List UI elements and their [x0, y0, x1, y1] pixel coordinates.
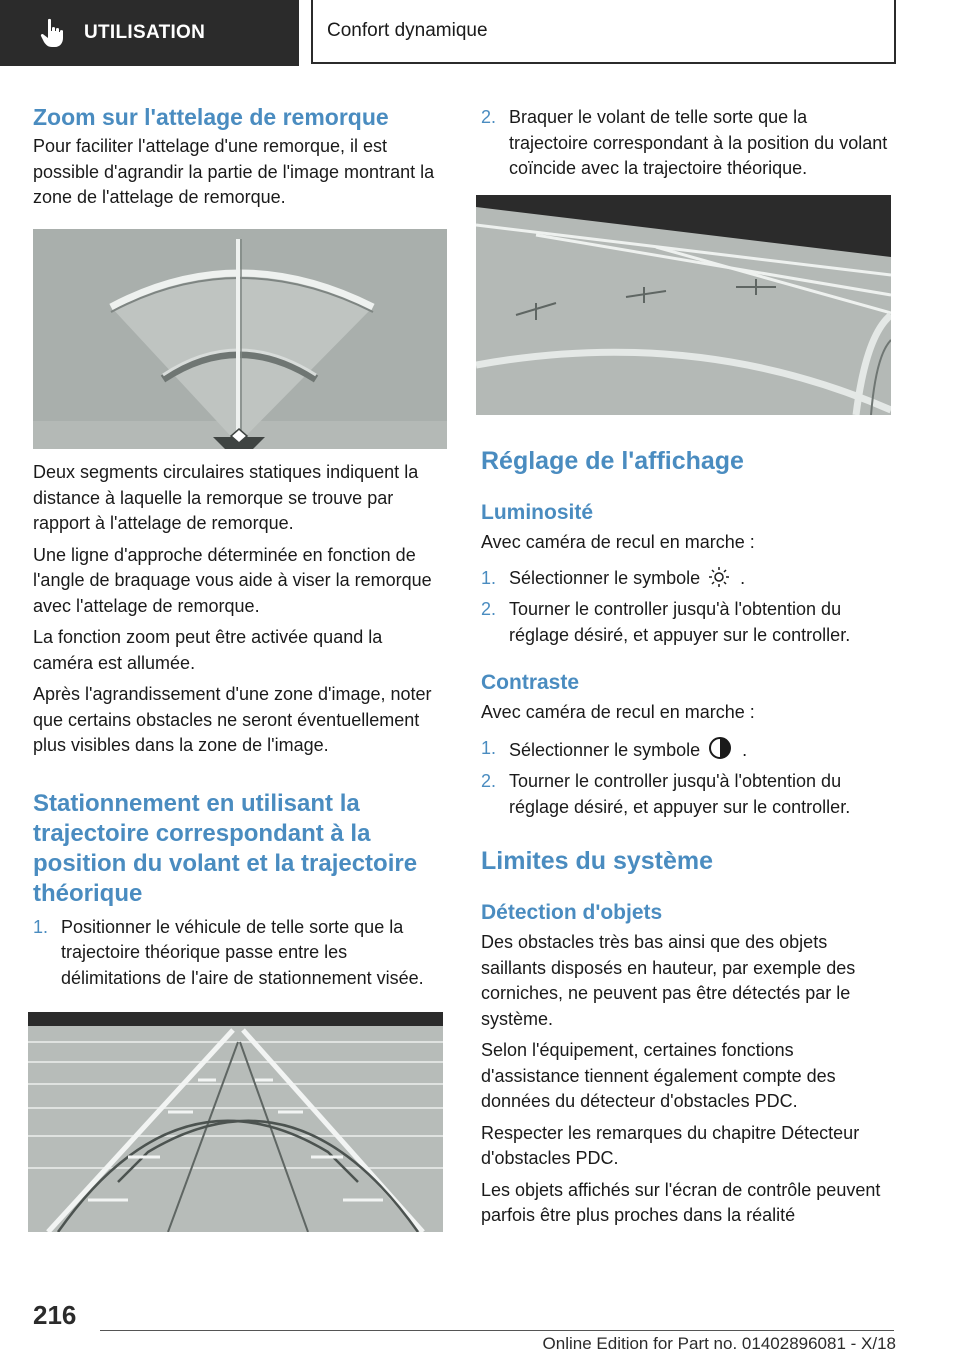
zoom-section-title: Zoom sur l'attelage de remorque	[33, 104, 389, 130]
parking-steps-list	[33, 915, 447, 992]
contrast-title: Contraste	[481, 671, 580, 694]
step-number: 1.	[481, 567, 497, 588]
step-text: Sélectionner le symbole	[509, 567, 701, 588]
header-section-tab	[0, 0, 299, 66]
step-number: 1.	[481, 737, 497, 758]
step-text-end: .	[740, 567, 746, 588]
detection-paragraph-4: Les objets affichés sur l'écran de contrôle peuvent parfois être plus proches dans la réalité	[481, 1179, 881, 1225]
left-column-body	[33, 460, 447, 991]
segments-paragraph: Deux segments circulaires statiques indiquent la distance à laquelle la remorque se trouve par rapport à l'attelage de remorque.	[33, 462, 419, 533]
header-chapter-title: Confort dynamique	[327, 20, 488, 41]
detection-paragraph-3: Respecter les remarques du chapitre Détecteur d'obstacles PDC.	[481, 1122, 860, 1168]
zoom-warning-paragraph: Après l'agrandissement d'une zone d'image, noter que certains obstacles ne seront éventuellement plus visibles dans la zone de l'image.	[33, 684, 432, 755]
zoom-hitch-figure	[33, 229, 447, 449]
brightness-step-2	[481, 597, 891, 648]
detection-paragraph-2: Selon l'équipement, certaines fonctions d'assistance tiennent également compte des données du détecteur d'obstacles PDC.	[481, 1040, 836, 1111]
parking-step-2	[481, 105, 891, 182]
right-column-body	[481, 446, 891, 1229]
zoom-hitch-illustration	[33, 229, 447, 449]
step-text: Positionner le véhicule de telle sorte que la trajectoire théorique passe entre les délimitations de l'aire de stationnement visée.	[61, 916, 424, 988]
parking-steps-list-continued	[481, 105, 891, 182]
brightness-sun-icon	[708, 566, 730, 588]
step-number: 2.	[481, 107, 497, 127]
header-chapter-box	[311, 0, 896, 64]
parking-step-1	[33, 915, 447, 992]
zoom-activation-paragraph: La fonction zoom peut être activée quand la caméra est allumée.	[33, 627, 383, 673]
zoom-intro-paragraph: Pour faciliter l'attelage d'une remorque, il est possible d'agrandir la partie de l'image montrant la zone de l'attelage de remorque.	[33, 136, 435, 207]
step-number: 2.	[481, 599, 497, 619]
step-text: Tourner le controller jusqu'à l'obtention du réglage désiré, et appuyer sur le controller.	[509, 599, 851, 645]
footer-edition: Online Edition for Part no. 01402896081 - X/18	[542, 1334, 896, 1353]
page-number: 216	[33, 1300, 77, 1330]
system-limits-title: Limites du système	[481, 847, 714, 875]
header-section-title: UTILISATION	[84, 22, 206, 43]
object-detection-title: Détection d'objets	[481, 901, 663, 924]
approach-line-paragraph: Une ligne d'approche déterminée en fonction de l'angle de braquage vous aide à viser la remorque avec l'attelage de remorque.	[33, 544, 432, 616]
trajectory-match-illustration	[476, 195, 891, 415]
step-number: 2.	[481, 771, 497, 791]
display-settings-title: Réglage de l'affichage	[481, 447, 744, 475]
contrast-step-1	[481, 736, 891, 764]
parking-trajectory-figure	[28, 1012, 443, 1232]
contrast-step-2	[481, 769, 891, 820]
step-number: 1.	[33, 916, 49, 937]
detection-paragraph-1: Des obstacles très bas ainsi que des objets saillants disposés en hauteur, par exemple des corniches, ne peuvent pas être détectés par le système.	[481, 932, 856, 1029]
parking-trajectory-illustration	[28, 1012, 443, 1232]
brightness-intro: Avec caméra de recul en marche :	[481, 532, 755, 552]
brightness-title: Luminosité	[481, 501, 594, 524]
brightness-step-1	[481, 566, 891, 592]
footer-divider	[100, 1330, 894, 1331]
hand-pointer-icon	[40, 18, 66, 48]
contrast-intro: Avec caméra de recul en marche :	[481, 702, 755, 722]
step-text: Sélectionner le symbole	[509, 739, 701, 760]
trajectory-match-figure	[476, 195, 891, 415]
contrast-half-circle-icon	[708, 736, 732, 760]
step-text: Tourner le controller jusqu'à l'obtention du réglage désiré, et appuyer sur le controller.	[509, 771, 851, 817]
step-text-end: .	[742, 739, 748, 760]
brightness-steps-list	[481, 566, 891, 649]
contrast-steps-list	[481, 736, 891, 821]
step-text: Braquer le volant de telle sorte que la trajectoire correspondant à la position du volant coïncide avec la trajectoire théorique.	[509, 107, 888, 178]
parking-section-title: Stationnement en utilisant la trajectoire correspondant à la position du volant et la trajectoire théorique	[33, 789, 418, 907]
right-column-top	[481, 105, 891, 182]
left-column	[33, 102, 447, 211]
